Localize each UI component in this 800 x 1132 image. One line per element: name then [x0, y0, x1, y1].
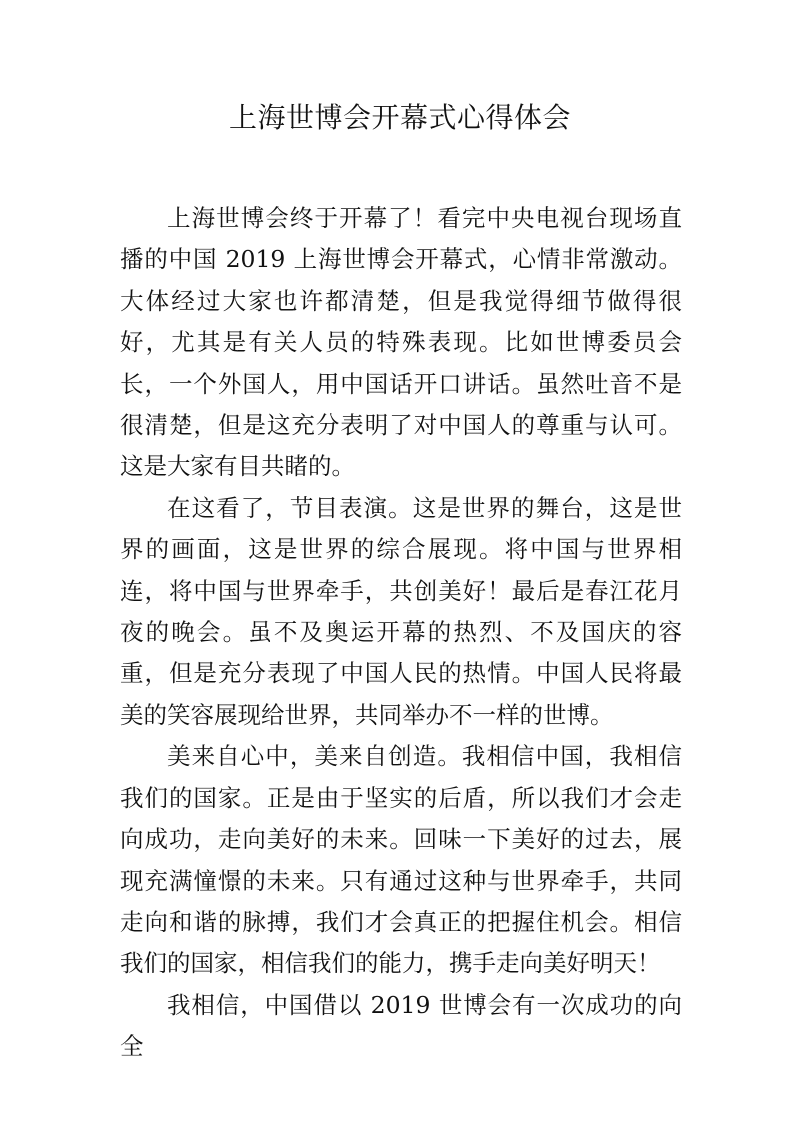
paragraph: 美来自心中，美来自创造。我相信中国，我相信我们的国家。正是由于坚实的后盾，所以我们才会走向成功，走向美好的未来。回味一下美好的过去，展现充满憧憬的未来。只有通过这种与世界牵手，共同走向和谐的脉搏，我们才会真正的把握住机会。相信我们的国家，相信我们的能力，携手走向美好明天！ [120, 742, 682, 978]
paragraph: 上海世博会终于开幕了！看完中央电视台现场直播的中国 2019 上海世博会开幕式，心情非常激动。大体经过大家也许都清楚，但是我觉得细节做得很好，尤其是有关人员的特殊表现。比如世博委员会长，一个外国人，用中国话开口讲话。虽然吐音不是很清楚，但是这充分表明了对中国人的尊重与认可。这是大家有目共睹的。 [120, 204, 682, 481]
document-title: 上海世博会开幕式心得体会 [228, 101, 571, 134]
paragraph: 在这看了，节目表演。这是世界的舞台，这是世界的画面，这是世界的综合展现。将中国与世界相连，将中国与世界牵手，共创美好！最后是春江花月夜的晚会。虽不及奥运开幕的热烈、不及国庆的容重，但是充分表现了中国人民的热情。中国人民将最美的笑容展现给世界，共同举办不一样的世博。 [120, 493, 682, 729]
document-body [120, 198, 682, 1068]
paragraph: 我相信，中国借以 2019 世博会有一次成功的向全 [120, 990, 682, 1061]
